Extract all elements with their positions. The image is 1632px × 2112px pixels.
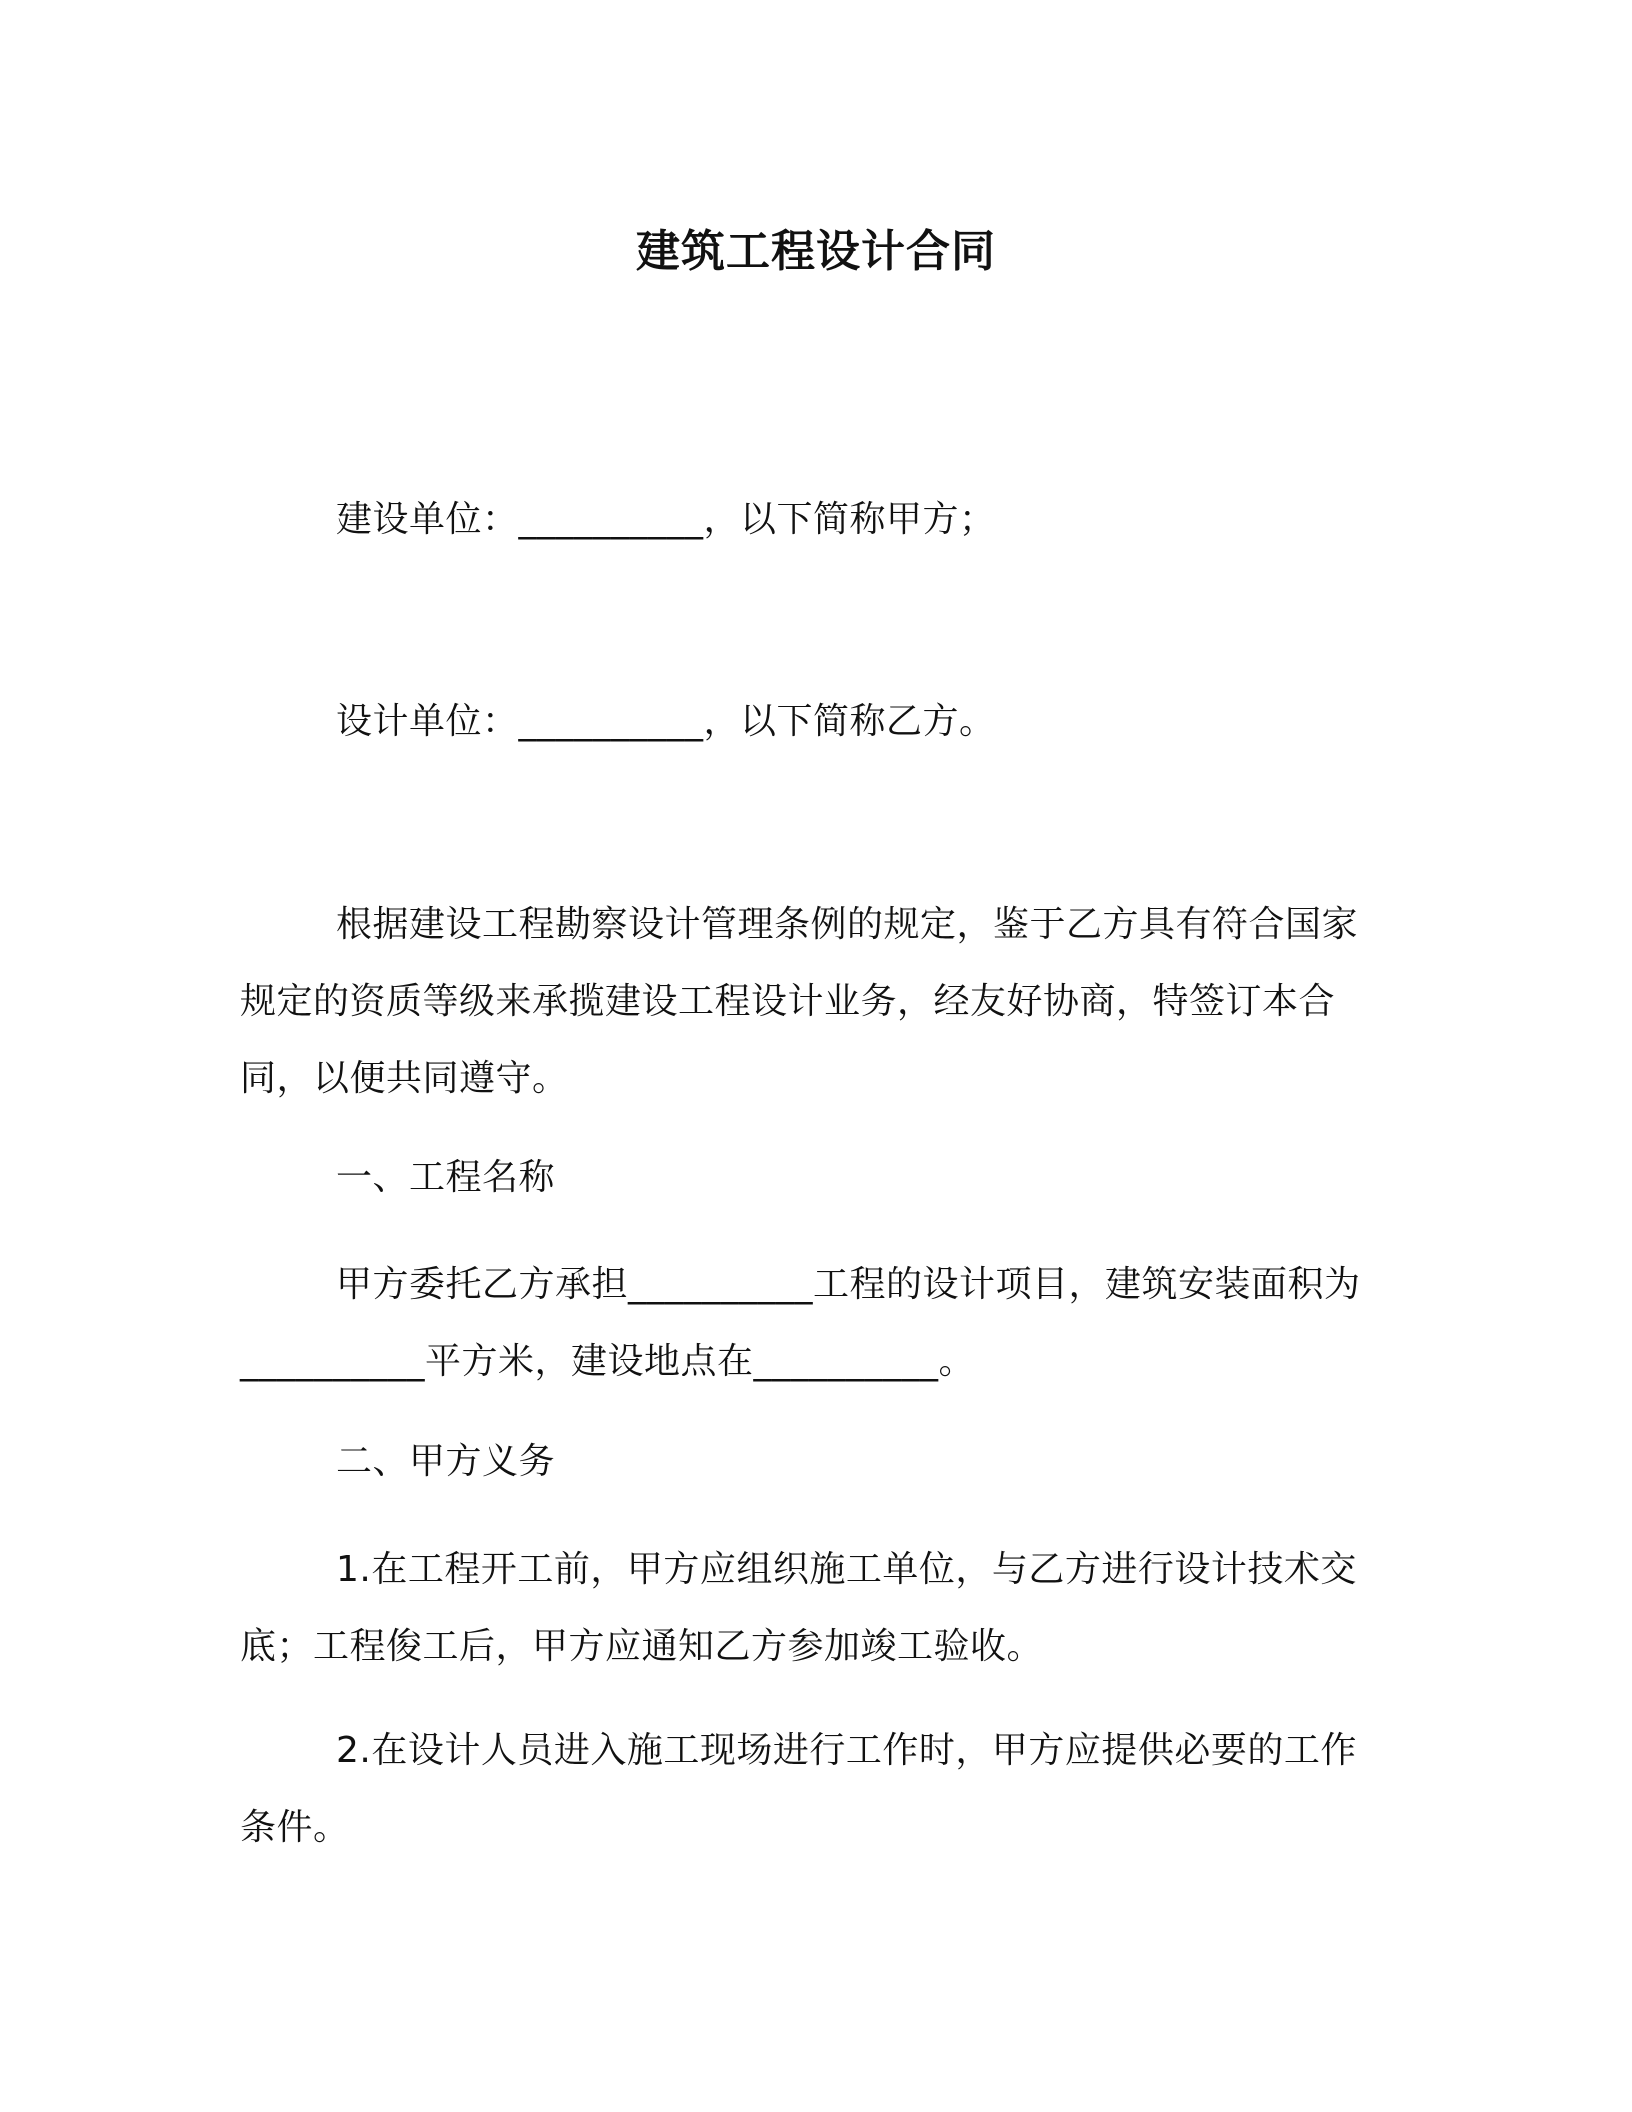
section2-item-2: 2.在设计人员进入施工现场进行工作时，甲方应提供必要的工作条件。: [240, 1730, 1357, 1848]
document-title: 建筑工程设计合同: [636, 226, 996, 277]
party-a-line: 建设单位：__________，以下简称甲方；: [336, 499, 996, 540]
section2-heading: 二、甲方义务: [336, 1441, 556, 1482]
preamble-paragraph: 根据建设工程勘察设计管理条例的规定，鉴于乙方具有符合国家规定的资质等级来承揽建设工程设计业务，经友好协商，特签订本合同，以便共同遵守。: [240, 904, 1359, 1099]
section1-heading: 一、工程名称: [336, 1157, 556, 1198]
section2-item-1: 1.在工程开工前，甲方应组织施工单位，与乙方进行设计技术交底；工程俊工后，甲方应通知乙方参加竣工验收。: [240, 1549, 1357, 1667]
party-b-line: 设计单位：__________，以下简称乙方。: [336, 701, 996, 742]
section1-paragraph: 甲方委托乙方承担__________工程的设计项目，建筑安装面积为__________平方米，建设地点在__________。: [240, 1264, 1361, 1382]
